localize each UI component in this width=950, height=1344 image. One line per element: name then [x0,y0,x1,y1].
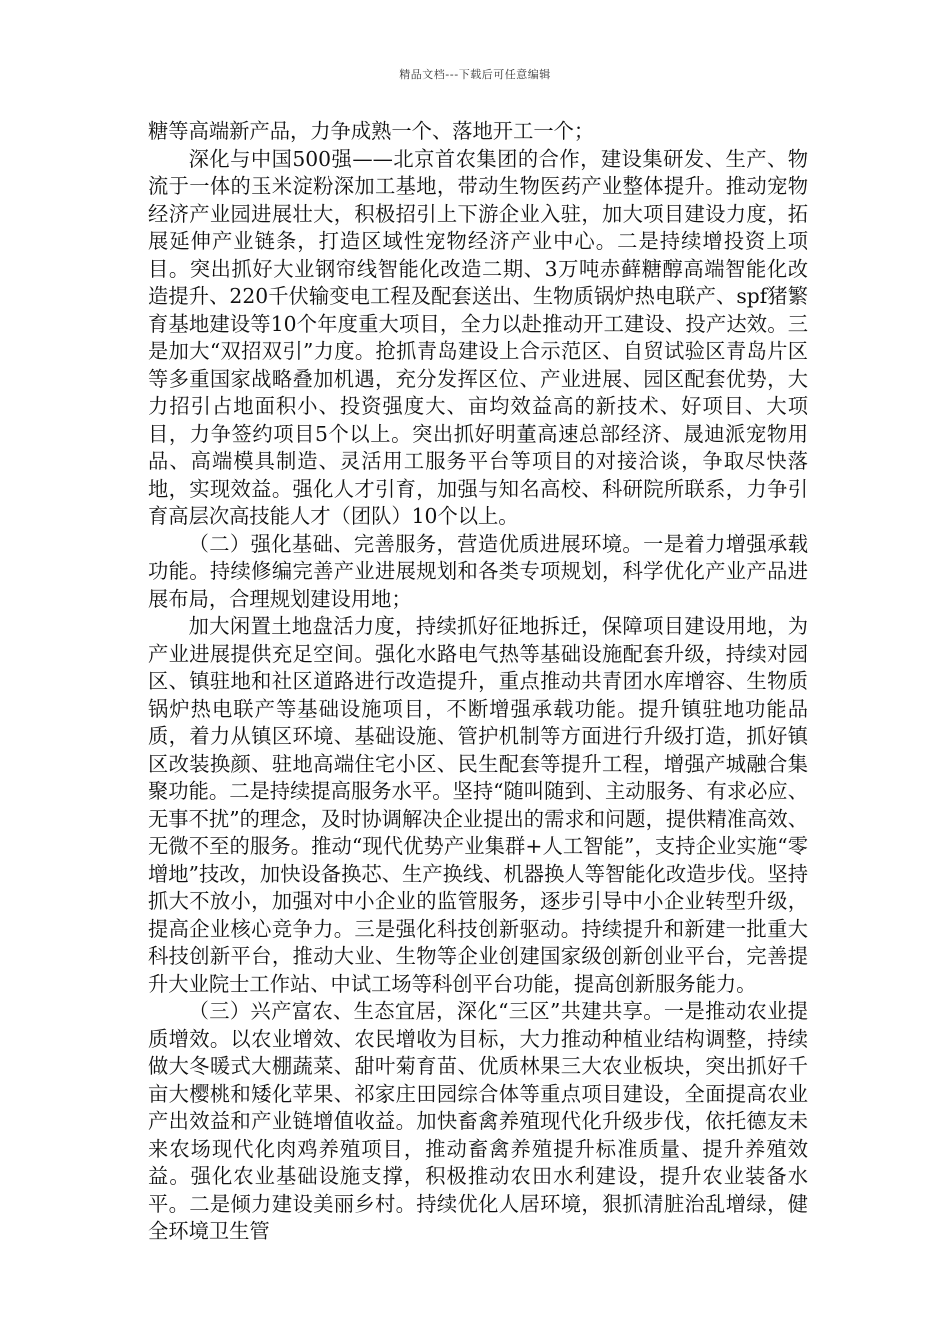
paragraph-section-three: （三）兴产富农、生态宜居，深化“三区”共建共享。一是推动农业提质增效。以农业增效、农民增收为目标，大力推动种植业结构调整，持续做大冬暖式大棚蔬菜、甜叶菊育苗、优质林果三大农业板块，突出抓好千亩大樱桃和矮化苹果、祁家庄田园综合体等重点项目建设，全面提高农业产出效益和产业链增值收益。加快畜禽养殖现代化升级步伐，依托德友未来农场现代化肉鸡养殖项目，推动畜禽养殖提升标准质量、提升养殖效益。强化农业基础设施支撑，积极推动农田水利建设，提升农业装备水平。二是倾力建设美丽乡村。持续优化人居环境，狠抓清脏治乱增绿，健全环境卫生管 [148,999,808,1243]
document-body [148,118,808,1246]
paragraph-continuation: 糖等高端新产品，力争成熟一个、落地开工一个； [148,119,595,143]
paragraph-section-two: （二）强化基础、完善服务，营造优质进展环境。一是着力增强承载功能。持续修编完善产业进展规划和各类专项规划，科学优化产业产品进展布局，合理规划建设用地； [148,531,808,611]
page-header: 精品文档---下载后可任意编辑 [399,68,551,81]
paragraph: 加大闲置土地盘活力度，持续抓好征地拆迁，保障项目建设用地，为产业进展提供充足空间。强化水路电气热等基础设施配套升级，持续对园区、镇驻地和社区道路进行改造提升，重点推动共青团水库增容、生物质锅炉热电联产等基础设施项目，不断增强承载功能。提升镇驻地功能品质，着力从镇区环境、基础设施、管护机制等方面进行升级打造，抓好镇区改装换颜、驻地高端住宅小区、民生配套等提升工程，增强产城融合集聚功能。二是持续提高服务水平。坚持“随叫随到、主动服务、有求必应、无事不扰”的理念，及时协调解决企业提出的需求和问题，提供精准高效、无微不至的服务。推动“现代优势产业集群+人工智能”，支持企业实施“零增地”技改，加快设备换芯、生产换线、机器换人等智能化改造步伐。坚持抓大不放小，加强对中小企业的监管服务，逐步引导中小企业转型升级，提高企业核心竞争力。三是强化科技创新驱动。持续提升和新建一批重大科技创新平台，推动大业、生物等企业创建国家级创新创业平台，完善提升大业院士工作站、中试工场等科创平台功能，提高创新服务能力。 [148,614,808,996]
paragraph: 深化与中国500强——北京首农集团的合作，建设集研发、生产、物流于一体的玉米淀粉深加工基地，带动生物医药产业整体提升。推动宠物经济产业园进展壮大，积极招引上下游企业入驻，加大项目建设力度，拓展延伸产业链条，打造区域性宠物经济产业中心。二是持续增投资上项目。突出抓好大业钢帘线智能化改造二期、3万吨赤藓糖醇高端智能化改造提升、220千伏输变电工程及配套送出、生物质锅炉热电联产、spf猪繁育基地建设等10个年度重大项目，全力以赴推动开工建设、投产达效。三是加大“双招双引”力度。抢抓青岛建设上合示范区、自贸试验区青岛片区等多重国家战略叠加机遇，充分发挥区位、产业进展、园区配套优势，大力招引占地面积小、投资强度大、亩均效益高的新技术、好项目、大项目，力争签约项目5个以上。突出抓好明董高速总部经济、晟迪派宠物用品、高端模具制造、灵活用工服务平台等项目的对接洽谈，争取尽快落地，实现效益。强化人才引育，加强与知名高校、科研院所联系，力争引育高层次高技能人才（团队）10个以上。 [148,146,808,528]
